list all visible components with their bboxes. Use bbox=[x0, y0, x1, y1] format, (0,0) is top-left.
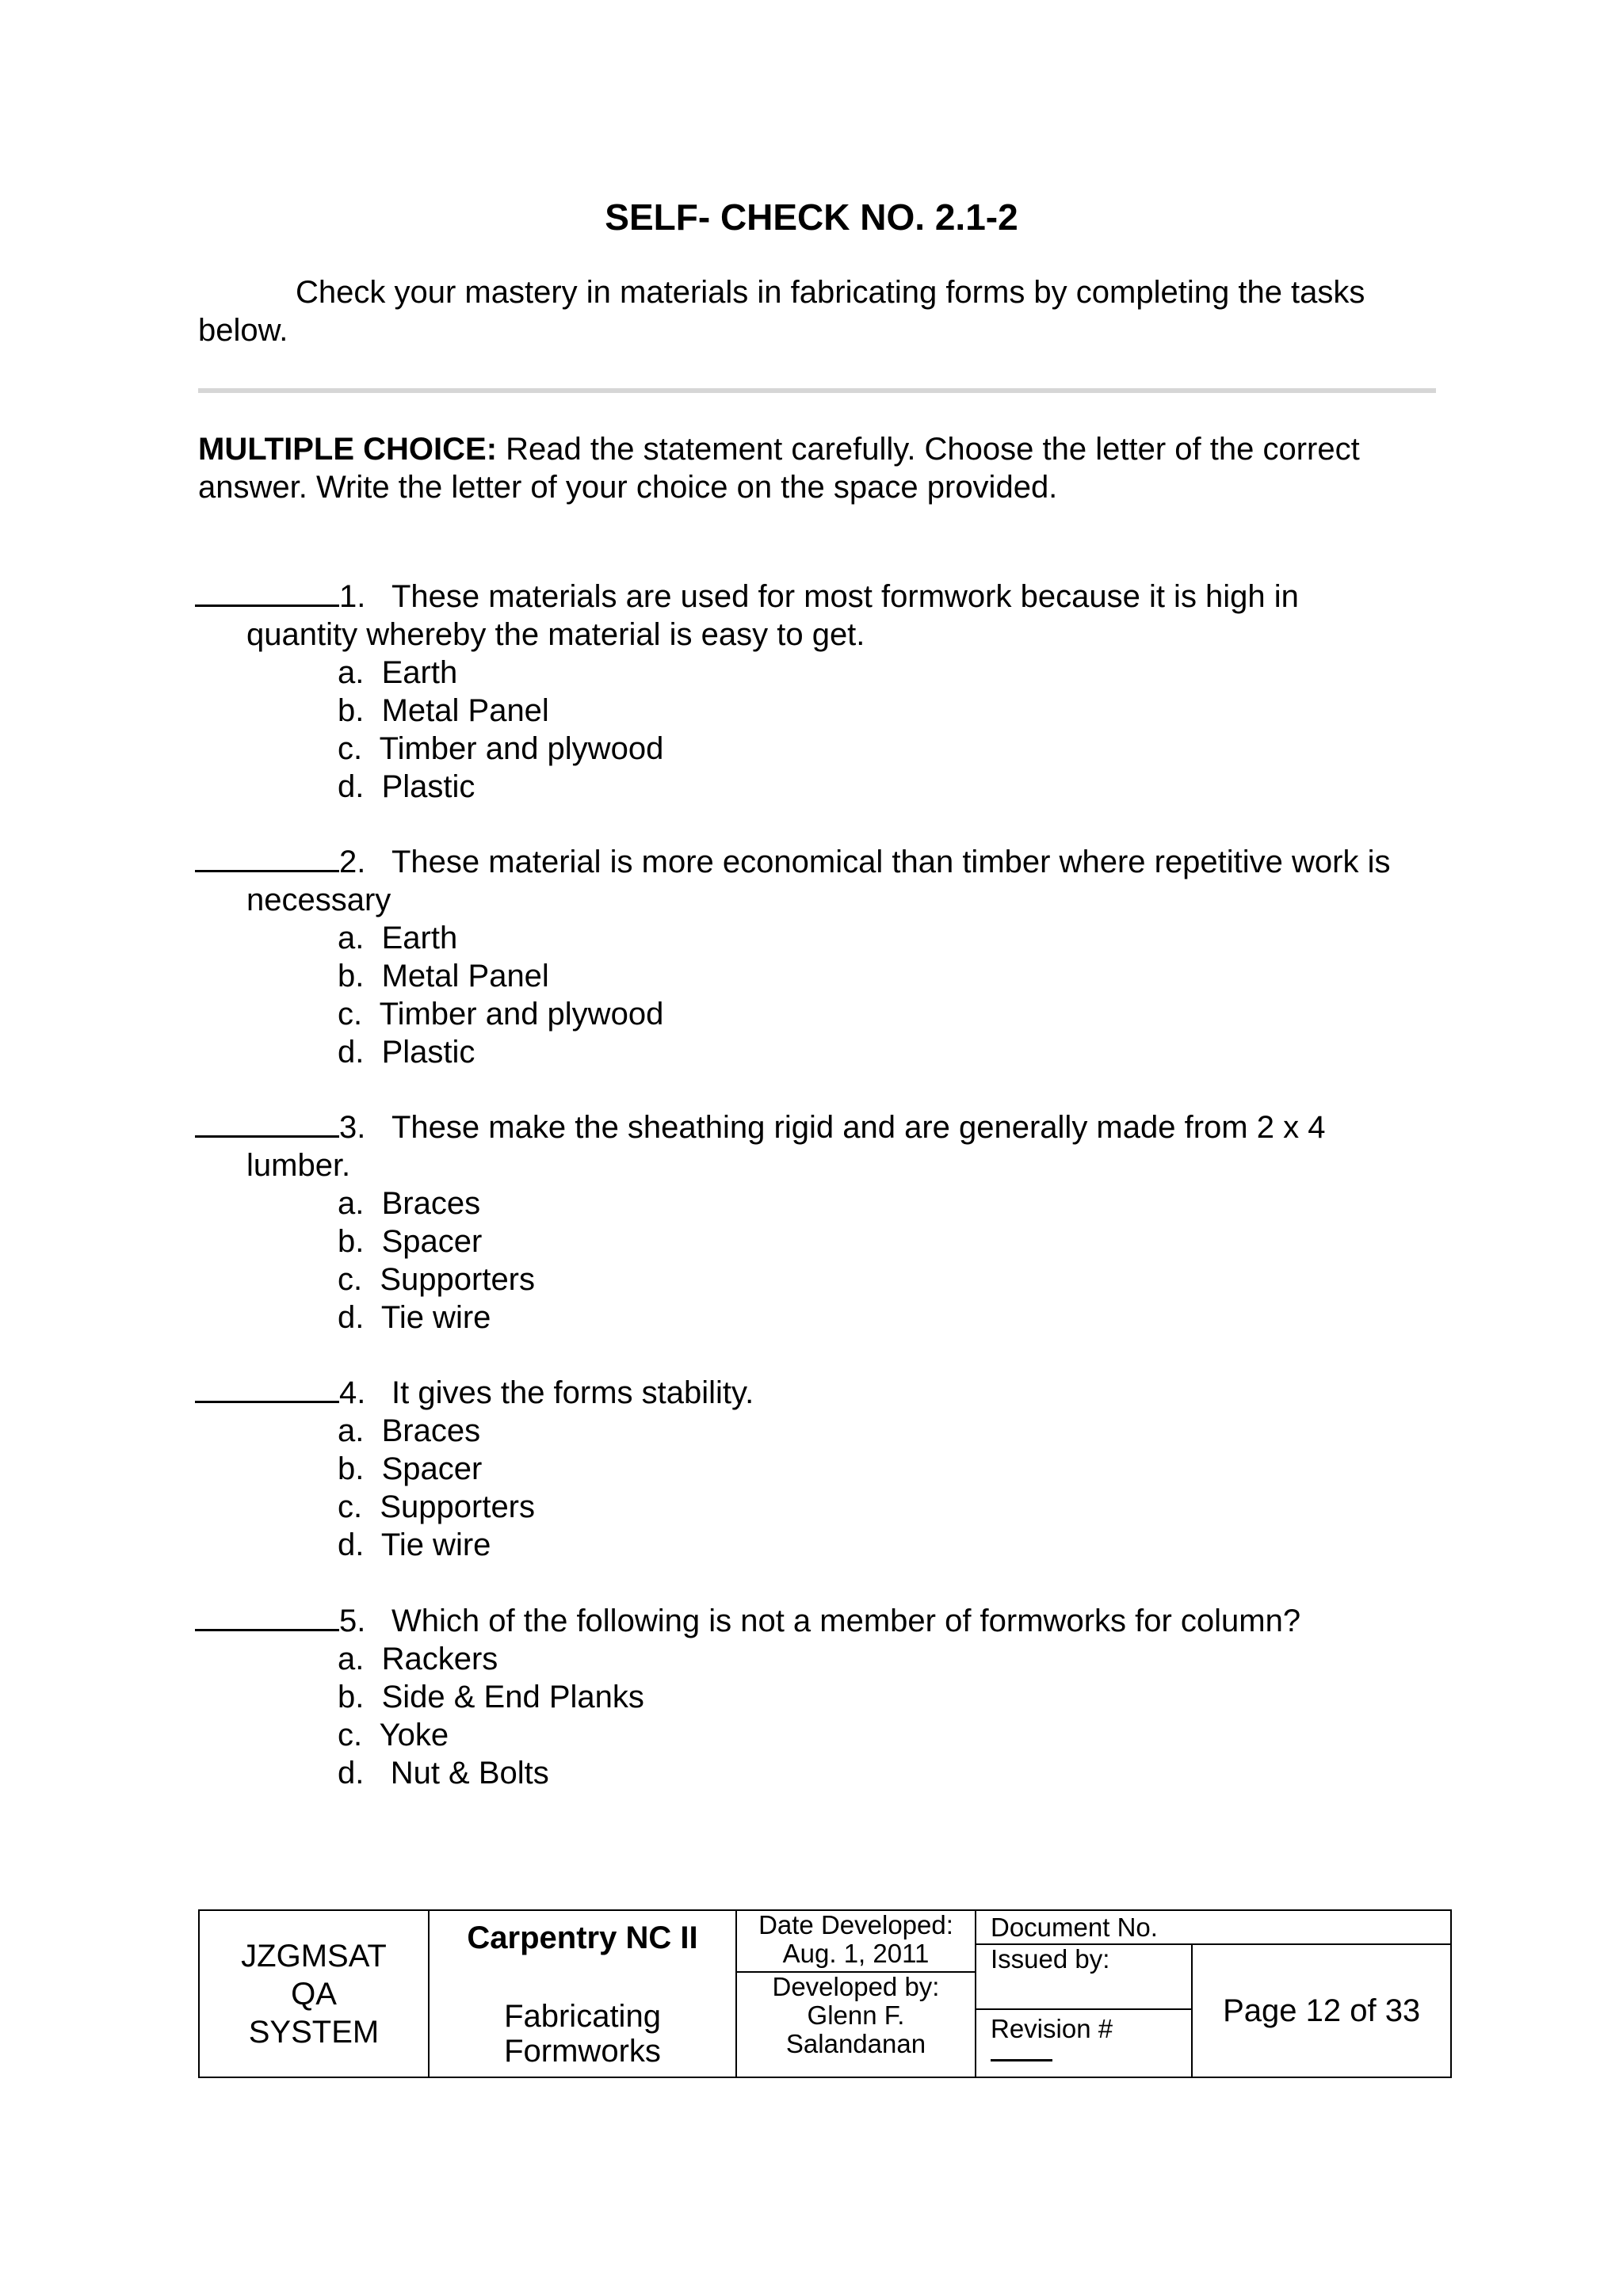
answer-blank-3[interactable] bbox=[195, 1107, 339, 1138]
answer-blank-2[interactable] bbox=[195, 841, 339, 872]
option-d: d. Tie wire bbox=[338, 1527, 491, 1562]
divider bbox=[198, 388, 1436, 393]
question-number: 4. bbox=[339, 1375, 366, 1410]
option-c: c. Yoke bbox=[338, 1718, 449, 1753]
question-1 bbox=[195, 576, 1447, 806]
developer-name: Glenn F. bbox=[807, 2000, 905, 2030]
option-c: c. Supporters bbox=[338, 1262, 536, 1297]
question-text: These make the sheathing rigid and are generally made from 2 x 4 bbox=[391, 1110, 1326, 1145]
question-continuation: necessary bbox=[246, 883, 391, 917]
answer-blank-1[interactable] bbox=[195, 576, 339, 607]
module-line: Formworks bbox=[504, 2034, 661, 2069]
option-list bbox=[195, 919, 1447, 1071]
option-b: b. Spacer bbox=[338, 1451, 483, 1486]
module-line: Fabricating bbox=[504, 1999, 661, 2034]
option-b: b. Metal Panel bbox=[338, 693, 549, 728]
option-d: d. Plastic bbox=[338, 1035, 475, 1070]
page-number: Page 12 of 33 bbox=[1192, 1944, 1451, 2077]
developer-name: Salandanan bbox=[785, 2029, 926, 2058]
option-a: a. Rackers bbox=[338, 1642, 498, 1676]
option-b: b. Side & End Planks bbox=[338, 1680, 644, 1714]
instructions-label: MULTIPLE CHOICE: bbox=[198, 432, 498, 467]
option-d: d. Plastic bbox=[338, 769, 475, 804]
system-line: JZGMSAT bbox=[241, 1938, 387, 1974]
option-list bbox=[195, 654, 1447, 806]
revision-cell bbox=[976, 2009, 1192, 2077]
instructions bbox=[198, 430, 1434, 506]
question-text: These materials are used for most formwork because it is high in bbox=[391, 579, 1299, 614]
document-footer-table bbox=[198, 1909, 1452, 2078]
option-d: d. Tie wire bbox=[338, 1300, 491, 1335]
developer-cell bbox=[736, 1972, 976, 2077]
option-list bbox=[195, 1640, 1447, 1792]
option-b: b. Metal Panel bbox=[338, 959, 549, 994]
date-value: Aug. 1, 2011 bbox=[782, 1939, 930, 1968]
question-5 bbox=[195, 1600, 1447, 1792]
module-title bbox=[430, 1999, 735, 2069]
course-title: Carpentry NC II bbox=[467, 1920, 698, 1955]
question-continuation: lumber. bbox=[246, 1148, 351, 1183]
question-text: These material is more economical than timber where repetitive work is bbox=[391, 845, 1391, 879]
question-4 bbox=[195, 1372, 1447, 1564]
option-c: c. Timber and plywood bbox=[338, 731, 664, 766]
question-3 bbox=[195, 1107, 1447, 1337]
question-2 bbox=[195, 841, 1447, 1071]
question-text: It gives the forms stability. bbox=[391, 1375, 754, 1410]
page-title: SELF- CHECK NO. 2.1-2 bbox=[605, 196, 1018, 238]
option-a: a. Braces bbox=[338, 1413, 481, 1448]
option-a: a. Earth bbox=[338, 921, 458, 955]
system-line: QA bbox=[291, 1976, 337, 2012]
system-line: SYSTEM bbox=[248, 2014, 380, 2050]
option-a: a. Earth bbox=[338, 655, 458, 690]
option-a: a. Braces bbox=[338, 1186, 481, 1221]
option-c: c. Supporters bbox=[338, 1489, 536, 1524]
answer-blank-5[interactable] bbox=[195, 1600, 339, 1631]
date-cell bbox=[736, 1910, 976, 1972]
option-d: d. Nut & Bolts bbox=[338, 1756, 549, 1791]
revision-label: Revision # bbox=[991, 2014, 1113, 2043]
option-list bbox=[195, 1184, 1447, 1337]
course-cell bbox=[429, 1910, 736, 2077]
question-number: 3. bbox=[339, 1110, 366, 1145]
option-b: b. Spacer bbox=[338, 1224, 483, 1259]
developed-label: Developed by: bbox=[772, 1972, 940, 2001]
issued-by-cell: Issued by: bbox=[976, 1944, 1192, 2009]
document-no-cell: Document No. bbox=[976, 1910, 1451, 1944]
date-label: Date Developed: bbox=[758, 1910, 953, 1939]
intro-text: Check your mastery in materials in fabricating forms by completing the tasks below. bbox=[198, 275, 1365, 348]
question-number: 5. bbox=[339, 1604, 366, 1638]
question-text: Which of the following is not a member of formworks for column? bbox=[391, 1604, 1301, 1638]
system-cell bbox=[199, 1910, 429, 2077]
question-continuation: quantity whereby the material is easy to get. bbox=[246, 617, 865, 652]
question-number: 2. bbox=[339, 845, 366, 879]
answer-blank-4[interactable] bbox=[195, 1372, 339, 1403]
instructions-text: Read the statement carefully. Choose the letter of the correct answer. Write the letter of your choice on the space provided. bbox=[198, 432, 1360, 505]
option-list bbox=[195, 1412, 1447, 1564]
revision-blank bbox=[991, 2059, 1052, 2061]
question-number: 1. bbox=[339, 579, 366, 614]
option-c: c. Timber and plywood bbox=[338, 997, 664, 1032]
